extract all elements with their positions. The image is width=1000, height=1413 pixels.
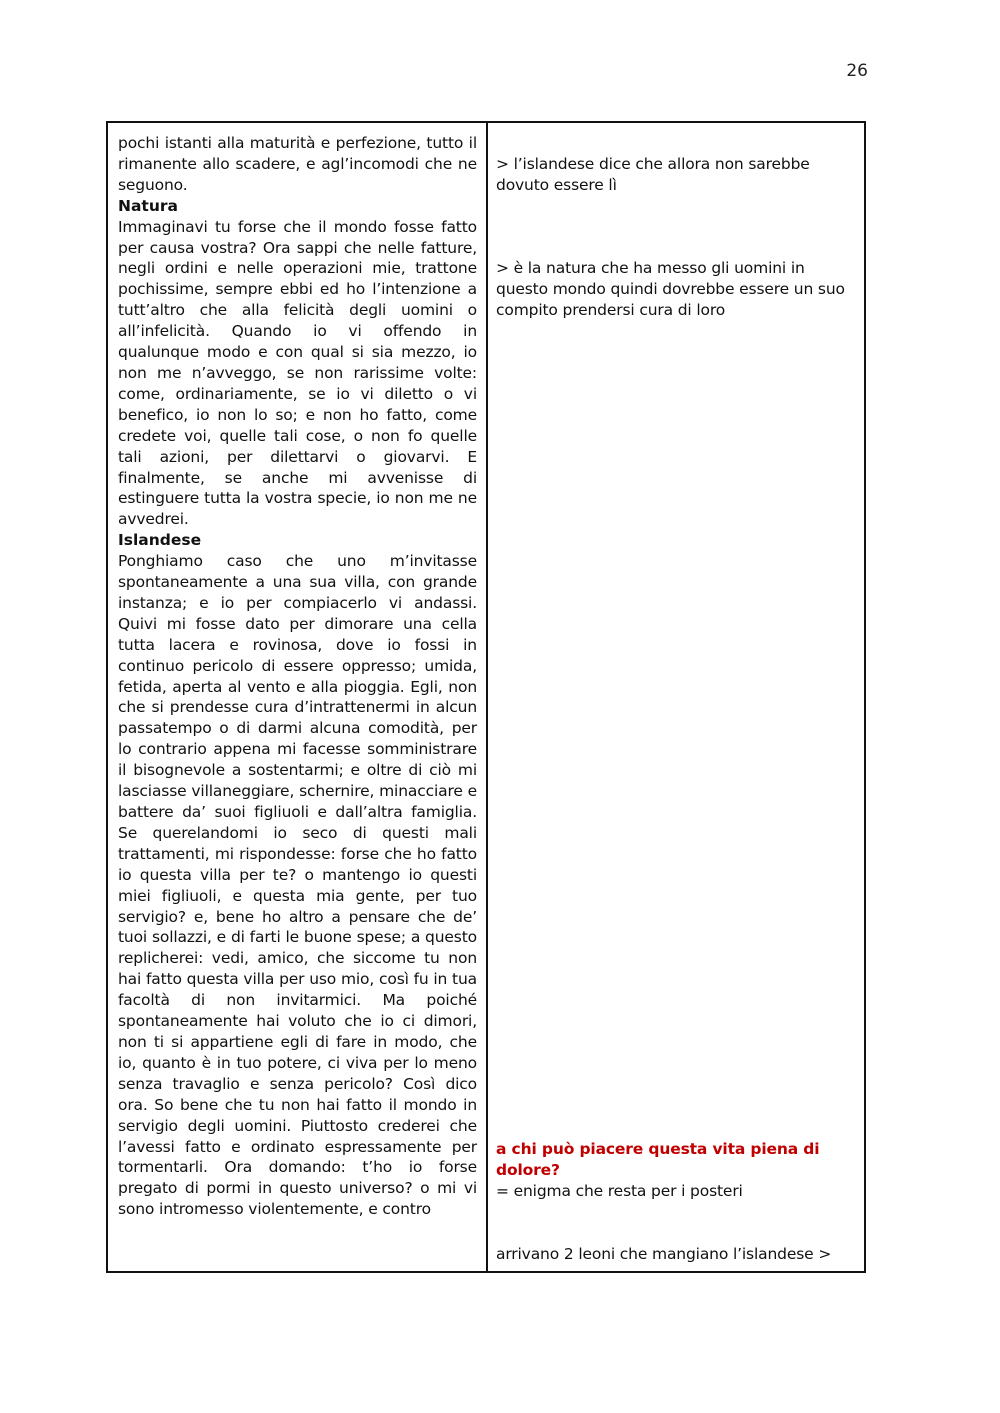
- note-enigma: = enigma che resta per i posteri: [496, 1182, 743, 1200]
- two-column-table: [106, 121, 866, 1273]
- note-question-highlight: a chi può piacere questa vita piena di dolore?: [496, 1140, 820, 1179]
- dialogue-paragraph-1: pochi istanti alla maturità e perfezione, tutto il rimanente allo scadere, e agl’incomodi che ne seguono.: [118, 134, 477, 194]
- page-number: 26: [846, 61, 868, 81]
- dialogue-paragraph-3: Ponghiamo caso che uno m’invitasse spontaneamente a una sua villa, con grande instanza; e io per compiacerlo vi andassi. Quivi mi fosse dato per dimorare una cella tutta lacera e rovinosa, dove io fossi in continuo pericolo di essere oppresso; umida, fetida, aperta al vento e alla pioggia. Egli, non che si prendesse cura d’intrattenermi in alcun passatempo o di darmi alcuna comodità, per lo contrario appena mi facesse somministrare il bisognevole a sostentarmi; e oltre di ciò mi lasciasse villaneggiare, schernire, minacciare e battere da’ suoi figliuoli e dall’altra famiglia. Se querelandomi io seco di questi mali trattamenti, mi rispondesse: forse che ho fatto io questa villa per te? o mantengo io questi miei figliuoli, e questa mia gente, per tuo servigio? e, bene ho altro a pensare che de’ tuoi sollazzi, e di farti le buone spese; a questo replicherei: vedi, amico, che siccome tu non hai fatto questa villa per uso mio, così fu in tua facoltà di non invitarmici. Ma poiché spontaneamente hai voluto che io ci dimori, non ti si appartiene egli di fare in modo, che io, quanto è in tuo potere, ci viva per lo meno senza travaglio e senza pericolo? Così dico ora. So bene che tu non hai fatto il mondo in servigio degli uomini. Piuttosto crederei che l’avessi fatto e ordinato espressamente per tormentarli. Ora domando: t’ho io forse pregato di pormi in questo universo? o mi vi sono intromesso violentemente, e contro: [118, 552, 477, 1219]
- note-leoni: arrivano 2 leoni che mangiano l’islandese >: [496, 1245, 832, 1263]
- note-islandese-lì: > l’islandese dice che allora non sarebbe dovuto essere lì: [496, 155, 810, 194]
- note-natura-compito: > è la natura che ha messo gli uomini in questo mondo quindi dovrebbe essere un suo compito prendersi cura di loro: [496, 259, 845, 319]
- dialogue-paragraph-2: Immaginavi tu forse che il mondo fosse fatto per causa vostra? Ora sappi che nelle fatture, negli ordini e nelle operazioni mie, trattone pochissime, sempre ebbi ed ho l’intenzione a tutt’altro che alla felicità degli uomini o all’infelicità. Quando io vi offendo in qualunque modo e con qual si sia mezzo, io non me n’avveggo, se non rarissime volte: come, ordinariamente, se io vi diletto o vi benefico, io non lo so; e non ho fatto, come credete voi, quelle tali cose, o non fo quelle tali azioni, per dilettarvi o giovarvi. E finalmente, se anche mi avvenisse di estinguere tutta la vostra specie, io non me ne avvedrei.: [118, 217, 477, 529]
- text-column: [108, 123, 488, 1271]
- speaker-islandese: Islandese: [118, 531, 202, 550]
- notes-column: [488, 123, 864, 1271]
- speaker-natura: Natura: [118, 196, 178, 215]
